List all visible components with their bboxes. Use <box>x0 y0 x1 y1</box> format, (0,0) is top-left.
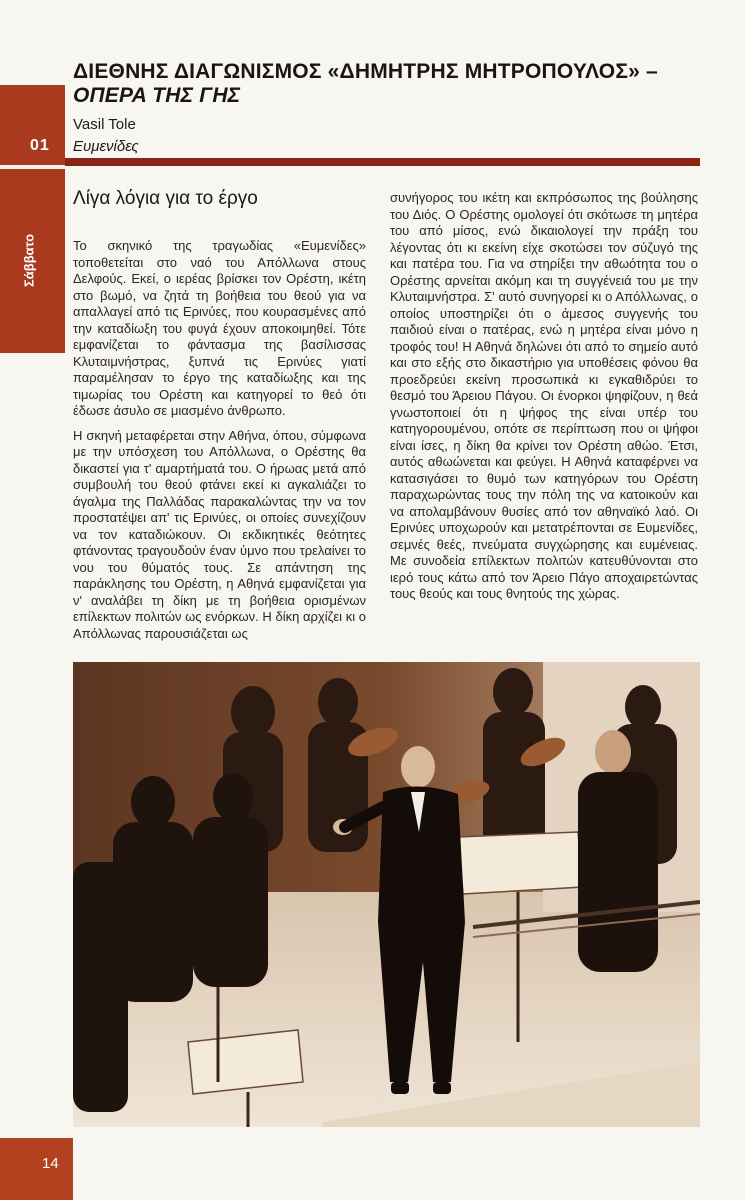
page-title <box>73 60 713 108</box>
header-divider-bar <box>65 158 700 166</box>
article-paragraph: Η σκηνή μεταφέρεται στην Αθήνα, όπου, σύμφωνα με την υπόσχεση του Απόλλωνα, ο Ορέστης θα δικαστεί για τ' αμαρτήματά του. Ο ήρωας μετά από συμβουλή του θεού φτάνει εκεί κι αγκαλιάζει το άγαλμα της Παλλάδας παρακαλώντας την να τον προστατέψει απ' τις Ερινύες, οι οποίες συνεχίζουν να τον καταδιώκουν. Οι εκδικητικές θεότητες φτάνοντας τραγουδούν έναν ύμνο που τρελαίνει το νου του θύματός τους. Σε απάντηση της παράκλησης του Ορέστη, η Αθηνά εμφανίζεται για ν' αναλάβει τη δίκη με τη βοήθεια ορισμένων επίλεκτων πολιτών ως ενόρκων. Η δίκη αρχίζει κι ο Απόλλωνας παρουσιάζεται ως <box>73 427 366 641</box>
sidebar-day-label: Σάββατο <box>21 233 37 287</box>
article-paragraph: συνήγορος του ικέτη και εκπρόσωπος της βούλησης του Διός. Ο Ορέστης ομολογεί ότι σκότωσε τη μητέρα του από μίσος, ενώ δικαιολογεί την πράξη του λέγοντας ότι κι εκείνη είχε σκοτώσει τον σύζυγό της και πατέρα του. Για να στηρίξει την αθωότητα του ο Ορέστης αρνείται ακόμη και τη συγγένειά του με την Κλυταιμνήστρα. Σ' αυτό συνηγορεί κι ο Απόλλωνας, ο οποίος υποστηρίζει ότι ο άμεσος συγγενής του παιδιού είναι ο πατέρας, ενώ η μητέρα είναι μόνο η τροφός του! Η Αθηνά δηλώνει ότι από το σημείο αυτό και στο εξής στο δικαστήριο για υποθέσεις φόνου θα προεδρεύει εκείνη προσωπικά κι εγκαθιδρύει το θεσμό του Άρειου Πάγου. Οι ένορκοι ψηφίζουν, η θεά γνωστοποιεί ότι η ψήφος της είναι υπέρ του κατηγορουμένου, οπότε σε περίπτωση που οι ψήφοι είναι ίσες, η δίκη θα κρίνει τον Ορέστη αθώο. Έτσι, αυτός αθωώνεται και φεύγει. Η Αθηνά καταφέρνει να κατασιγάσει το θυμό των κατηγόρων του Ορέστη παραχωρώντας τους την πόλη της να κατοικούν και να απολαμβάνουν θυσίες από τον αθηναϊκό λαό. Οι Ερινύες υποχωρούν και μετατρέπονται σε Ευμενίδες, σεμνές θεές, πνεύματα συγχώρησης και ευμένειας. Με συνοδεία επίλεκτων πολιτών κατευθύνονται στο ιερό τους κάτω από τον Άρειο Πάγο αποχαιρετώντας τους θεούς και τους θνητούς της χώρας. <box>390 190 698 601</box>
section-number: 01 <box>30 137 50 154</box>
orchestra-photo-illustration <box>73 662 700 1127</box>
article-left-column <box>73 238 366 650</box>
article-heading: Λίγα λόγια για το έργο <box>73 188 258 209</box>
work-title: Ευμενίδες <box>73 138 139 155</box>
page-number: 14 <box>42 1155 59 1172</box>
article-right-column <box>390 190 698 611</box>
page-number-block <box>0 1138 73 1200</box>
composer-name: Vasil Tole <box>73 116 136 133</box>
page-title-line2: ΟΠΕΡΑ ΤΗΣ ΓΗΣ <box>73 84 241 107</box>
article-paragraph: Το σκηνικό της τραγωδίας «Ευμενίδες» τοποθετείται στο ναό του Απόλλωνα στους Δελφούς. Εκεί, ο ιερέας βρίσκει τον Ορέστη, ικέτη στο βωμό, να ζητά τη βοήθεια του θεού για να απαλλαγεί από τις Ερινύες, που κουρασμένες από την καταδίωξη του φυγά έχουν αποκοιμηθεί. Τότε εμφανίζεται το φάντασμα της βασίλισσας Κλυταιμνήστρας, ξυπνά τις Ερινύες γιατί παραμέλησαν το έργο της καταδίωξης και της τιμωρίας του Ορέστη και κατηγορεί το θεό ότι έδωσε άσυλο σε μιασμένο άνθρωπο. <box>73 238 366 418</box>
page-title-line1: ΔΙΕΘΝΗΣ ΔΙΑΓΩΝΙΣΜΟΣ «ΔΗΜΗΤΡΗΣ ΜΗΤΡΟΠΟΥΛΟΣ» – <box>73 60 658 83</box>
orchestra-photo <box>73 662 700 1127</box>
